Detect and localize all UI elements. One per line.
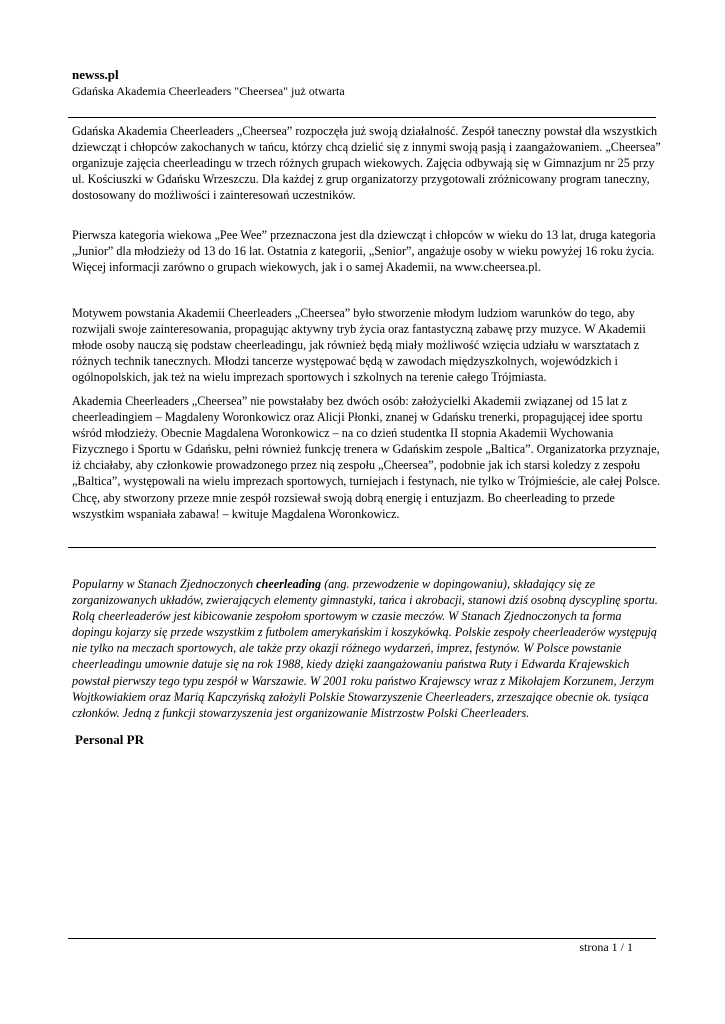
note-intro: Popularny w Stanach Zjednoczonych — [72, 577, 257, 591]
paragraph-text: Gdańska Akademia Cheerleaders „Cheersea” rozpoczęła już swoją działalność. Zespół taneczny powstał dla wszystkich dziewcząt i chłopców zakochanych w tańcu, którzy chcą dzielić się z innymi swoją pasją i zaangażowaniem. „Cheersea” organizuje zajęcia cheerleadingu w trzech różnych grupach wiekowych. Zajęcia odbywają się w Gimnazjum nr 25 przy ul. Kościuszki w Gdańsku Wrzeszczu. Dla każdej z grup organizatorzy przygotowali zróżnicowany program taneczny, dostosowany do możliwości i zainteresowań uczestników. — [72, 124, 661, 203]
note-keyword: cheerleading — [256, 577, 322, 591]
cheerleading-note — [72, 576, 662, 721]
article-paragraph-1 — [72, 123, 662, 203]
article-paragraph-4 — [72, 393, 662, 522]
site-name: newss.pl — [72, 67, 119, 82]
paragraph-text: Motywem powstania Akademii Cheerleaders „Cheersea” było stworzenie młodym ludziom warunków do tego, aby rozwijali swoje zainteresowania, propagując aktywny tryb życia oraz fantastyczną zabawę przy muzyce. W Akademii młode osoby nauczą się podstaw cheerleadingu, jak również będą miały możliwość wzięcia udziału w warsztatach z różnych technik tanecznych. Młodzi tancerze występować będą w zawodach międzyszkolnych, wojewódzkich i ogólnopolskich, jak też na wielu imprezach sportowych i szkolnych na terenie całego Trójmiasta. — [72, 306, 646, 385]
paragraph-text: Pierwsza kategoria wiekowa „Pee Wee” przeznaczona jest dla dziewcząt i chłopców w wieku do 13 lat, druga kategoria „Junior” dla młodzieży od 13 do 16 lat. Ostatnia z kategorii, „Senior”, angażuje osoby w wieku powyżej 16 roku życia. Więcej informacji zarówno o grupach wiekowych, jak i o samej Akademii, na www.cheersea.pl. — [72, 228, 656, 275]
page-title: Gdańska Akademia Cheerleaders "Cheersea" już otwarta — [72, 84, 345, 98]
paragraph-text: Akademia Cheerleaders „Cheersea” nie powstałaby bez dwóch osób: założycielki Akademii związanej od 15 lat z cheerleadingiem – Magdaleny Woronkowicz oraz Alicji Płonki, znanej w Gdańsku trenerki, propagującej idee sportu wśród młodzieży. Obecnie Magdalena Woronkowicz – na co dzień studentka II stopnia Akademii Wychowania Fizycznego i Sportu w Gdańsku, pełni również funkcję trenera w Gdańskim zespole „Baltica”. Organizatorka przyznaje, iż chciałaby, aby członkowie prowadzonego przez nią zespołu „Cheersea”, podobnie jak ich starsi koledzy z zespołu „Baltica”, występowali na wielu imprezach sportowych, turniejach i festynach, nie tylko w Trójmieście, ale całej Polsce. Chcę, aby stworzony przeze mnie zespół rozsiewał swoją dobrą energię i entuzjazm. Bo cheerleading to przede wszystkim wspaniała zabawa! – kwituje Magdalena Woronkowicz. — [72, 394, 661, 521]
article-paragraph-3 — [72, 305, 662, 385]
note-body: (ang. przewodzenie w dopingowaniu), składający się ze zorganizowanych układów, zwierających elementy gimnastyki, tańca i akrobacji, stanowi dziś osobną dyscyplinę sportu. Rolą cheerleaderów jest kibicowanie zespołom sportowym w czasie meczów. W Stanach Zjednoczonych ta forma dopingu kojarzy się przede wszystkim z futbolem amerykańskim i koszykówką. Polskie zespoły cheerleaderów występują nie tylko na meczach sportowych, ale także przy okazji różnego wydarzeń, imprez, festynów. W Polsce powstanie cheerleadingu umownie datuje się na rok 1988, kiedy dzięki zaangażowaniu państwa Ruty i Edwarda Krajewskich powstał pierwszy tego typu zespół w Warszawie. W 2001 roku państwo Krajewscy wraz z Mikołajem Korzunem, Jerzym Wojtkowiakiem oraz Marią Kapczyńską założyli Polskie Stowarzyszenie Cheerleaders, zrzeszające obecnie ok. tysiąca członków. Jedną z funkcji stowarzyszenia jest organizowanie Mistrzostw Polski Cheerleaders. — [72, 577, 658, 720]
article-paragraph-2 — [72, 227, 662, 275]
author-signature: Personal PR — [75, 732, 144, 747]
note-text — [72, 576, 662, 721]
section-divider — [68, 547, 656, 548]
header-divider — [68, 117, 656, 118]
page-number: strona 1 / 1 — [579, 940, 633, 954]
footer-divider — [68, 938, 656, 939]
